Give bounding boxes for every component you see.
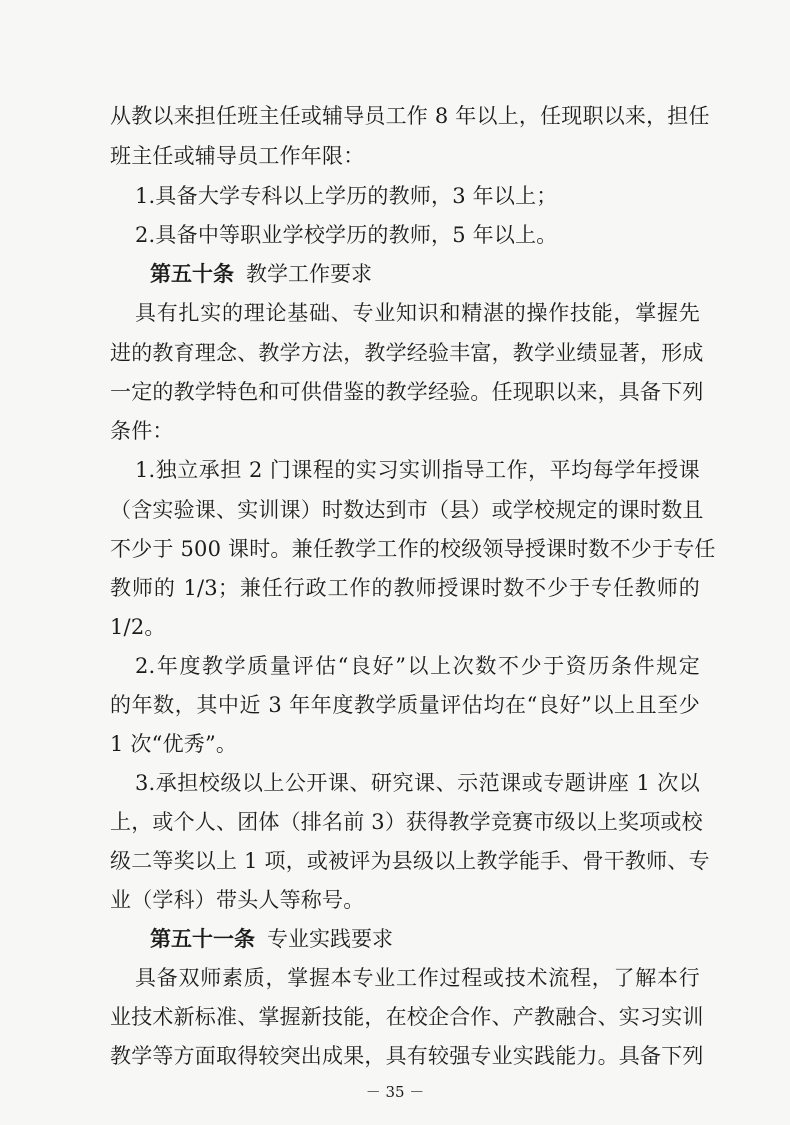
text-line: 具有扎实的理论基础、专业知识和精湛的操作技能，掌握先 (135, 301, 700, 325)
text-line: 级二等奖以上 1 项，或被评为县级以上教学能手、骨干教师、专 (110, 849, 710, 873)
article-heading-51 (150, 926, 393, 952)
article-title: 教学工作要求 (246, 262, 372, 286)
text-line: 2.年度教学质量评估“良好”以上次数不少于资历条件规定 (135, 654, 700, 678)
text-line: 从教以来担任班主任或辅导员工作 8 年以上，任现职以来，担任 (110, 104, 710, 128)
article-heading-50 (150, 261, 372, 287)
article-number: 第五十条 (150, 262, 234, 286)
text-line: 业技术新标准、掌握新技能，在校企合作、产教融合、实习实训 (110, 1005, 704, 1029)
text-line: 的年数，其中近 3 年年度教学质量评估均在“良好”以上且至少 (110, 693, 700, 717)
text-line: 1 次“优秀”。 (110, 732, 238, 756)
text-line: 进的教育理念、教学方法，教学经验丰富，教学业绩显著，形成 (110, 341, 704, 365)
text-line: 3.承担校级以上公开课、研究课、示范课或专题讲座 1 次以 (135, 771, 700, 795)
list-item: 1.具备大学专科以上学历的教师，3 年以上； (135, 184, 558, 208)
text-line: 1.独立承担 2 门课程的实习实训指导工作，平均每学年授课 (135, 458, 700, 482)
text-line: 不少于 500 课时。兼任教学工作的校级领导授课时数不少于专任 (110, 537, 716, 561)
text-line: 业（学科）带头人等称号。 (110, 888, 365, 912)
text-line: 教师的 1/3；兼任行政工作的教师授课时数不少于专任教师的 (110, 576, 700, 600)
text-line: 上，或个人、团体（排名前 3）获得教学竞赛市级以上奖项或校 (110, 810, 703, 834)
text-line: 教学等方面取得较突出成果，具有较强专业实践能力。具备下列 (110, 1044, 704, 1068)
text-line: 一定的教学特色和可供借鉴的教学经验。任现职以来，具备下列 (110, 380, 704, 404)
page-number: － 35 － (365, 1083, 425, 1101)
list-item: 2.具备中等职业学校学历的教师，5 年以上。 (135, 223, 558, 247)
text-line: 1/2。 (110, 615, 166, 639)
text-line: 班主任或辅导员工作年限： (110, 144, 365, 168)
article-title: 专业实践要求 (267, 927, 393, 951)
text-line: 具备双师素质，掌握本专业工作过程或技术流程，了解本行 (135, 966, 700, 990)
article-number: 第五十一条 (150, 927, 255, 951)
text-line: （含实验课、实训课）时数达到市（县）或学校规定的课时数且 (110, 498, 704, 522)
text-line: 条件： (110, 419, 174, 443)
